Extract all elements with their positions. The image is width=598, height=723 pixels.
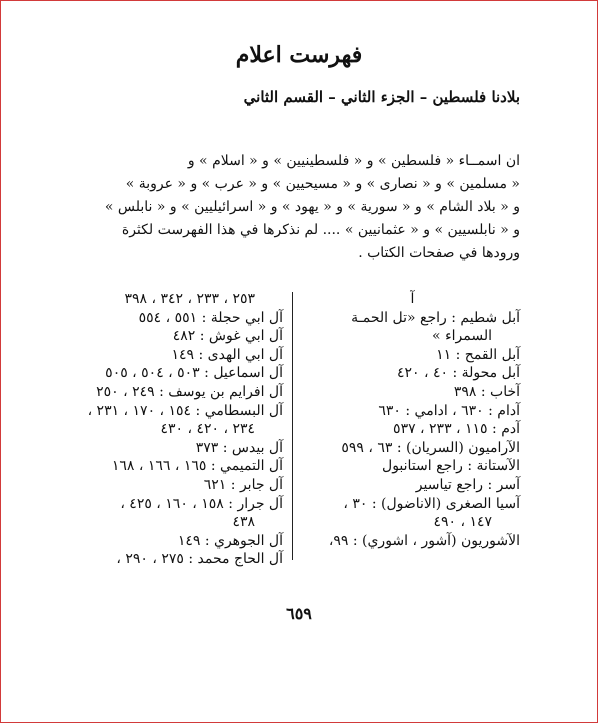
index-entry: آبل محولة : ٤٠ ، ٤٢٠ (396, 365, 520, 382)
index-entry: آل ابي غوش : ٤٨٢ (172, 328, 283, 345)
page-title: فهرست اعلام (235, 42, 363, 68)
intro-line: ان اسمــاء « فلسطين » و « فلسطينيين » و « اسلام » و (187, 153, 520, 169)
intro-paragraph (75, 150, 520, 265)
index-entry: ٢٥٣ ، ٢٣٣ ، ٣٤٢ ، ٣٩٨ (124, 291, 255, 307)
page-number: ٦٥٩ (286, 604, 312, 623)
index-entry: آبل شطيم : راجع «تل الحمـة (351, 309, 520, 326)
page-subtitle: بلادنا فلسطين – الجزء الثاني – القسم الثاني (243, 88, 520, 106)
index-entry: آدام : ٦٣٠ ، ادامي : ٦٣٠ (378, 402, 520, 419)
index-entry: آل الجوهري : ١٤٩ (177, 532, 283, 549)
intro-line: « مسلمين » و « نصارى » و « مسيحيين » و « عرب » و « عروبة » (125, 176, 520, 192)
index-entry: الآستانة : راجع استانبول (382, 458, 520, 475)
index-entry: آل ابي حجلة : ٥٥١ ، ٥٥٤ (138, 309, 283, 326)
index-letter-heading: آ (410, 291, 415, 307)
index-entry: ٢٣٤ ، ٤٢٠ ، ٤٣٠ (160, 421, 255, 438)
index-entry: السمراء » (432, 328, 492, 345)
index-entry: آل ابي الهدى : ١٤٩ (171, 346, 283, 363)
intro-line: و « نابلسيين » و « عثمانيين » .... لم نذكرها في هذا الفهرست لكثرة (121, 222, 520, 238)
index-entry: آل الحاج محمد : ٢٧٥ ، ٢٩٠ ، (116, 551, 283, 568)
index-entry: الآشوريون (آشور ، اشوري) : ٩٩، (328, 532, 520, 549)
index-entry: آسيا الصغرى (الاناضول) : ٣٠ ، (343, 495, 520, 512)
index-entry: آل التميمي : ١٦٥ ، ١٦٦ ، ١٦٨ (111, 458, 283, 475)
index-entry: آل بيدس : ٣٧٣ (195, 439, 283, 456)
intro-line: و « بلاد الشام » و « سورية » و « يهود » و « اسرائيليين » و « نابلس » (104, 199, 520, 215)
index-entry: آبل القمح : ١١ (436, 346, 520, 363)
intro-line: ورودها في صفحات الكتاب . (358, 245, 520, 261)
index-entry: آخاب : ٣٩٨ (453, 383, 520, 400)
index-entry: آل اسماعيل : ٥٠٣ ، ٥٠٤ ، ٥٠٥ (105, 365, 283, 382)
index-entry: آل افرايم بن يوسف : ٢٤٩ ، ٢٥٠ (96, 383, 283, 400)
column-divider (292, 292, 293, 560)
index-entry: آل البسطامي : ١٥٤ ، ١٧٠ ، ٢٣١ ، (87, 402, 283, 419)
index-entry: ١٤٧ ، ٤٩٠ (433, 514, 492, 531)
index-entry: ٤٣٨ (232, 514, 255, 531)
index-entry: آل جابر : ٦٢١ (203, 476, 283, 493)
index-column-left (68, 290, 283, 569)
index-entry: الآراميون (السريان) : ٦٣ ، ٥٩٩ (341, 439, 520, 456)
index-column-right (305, 290, 520, 550)
index-entry: آسر : راجع تياسير (415, 476, 520, 493)
index-entry: آدم : ١١٥ ، ٢٣٣ ، ٥٣٧ (393, 421, 520, 438)
index-entry: آل جرار : ١٥٨ ، ١٦٠ ، ٤٢٥ ، (120, 495, 283, 512)
